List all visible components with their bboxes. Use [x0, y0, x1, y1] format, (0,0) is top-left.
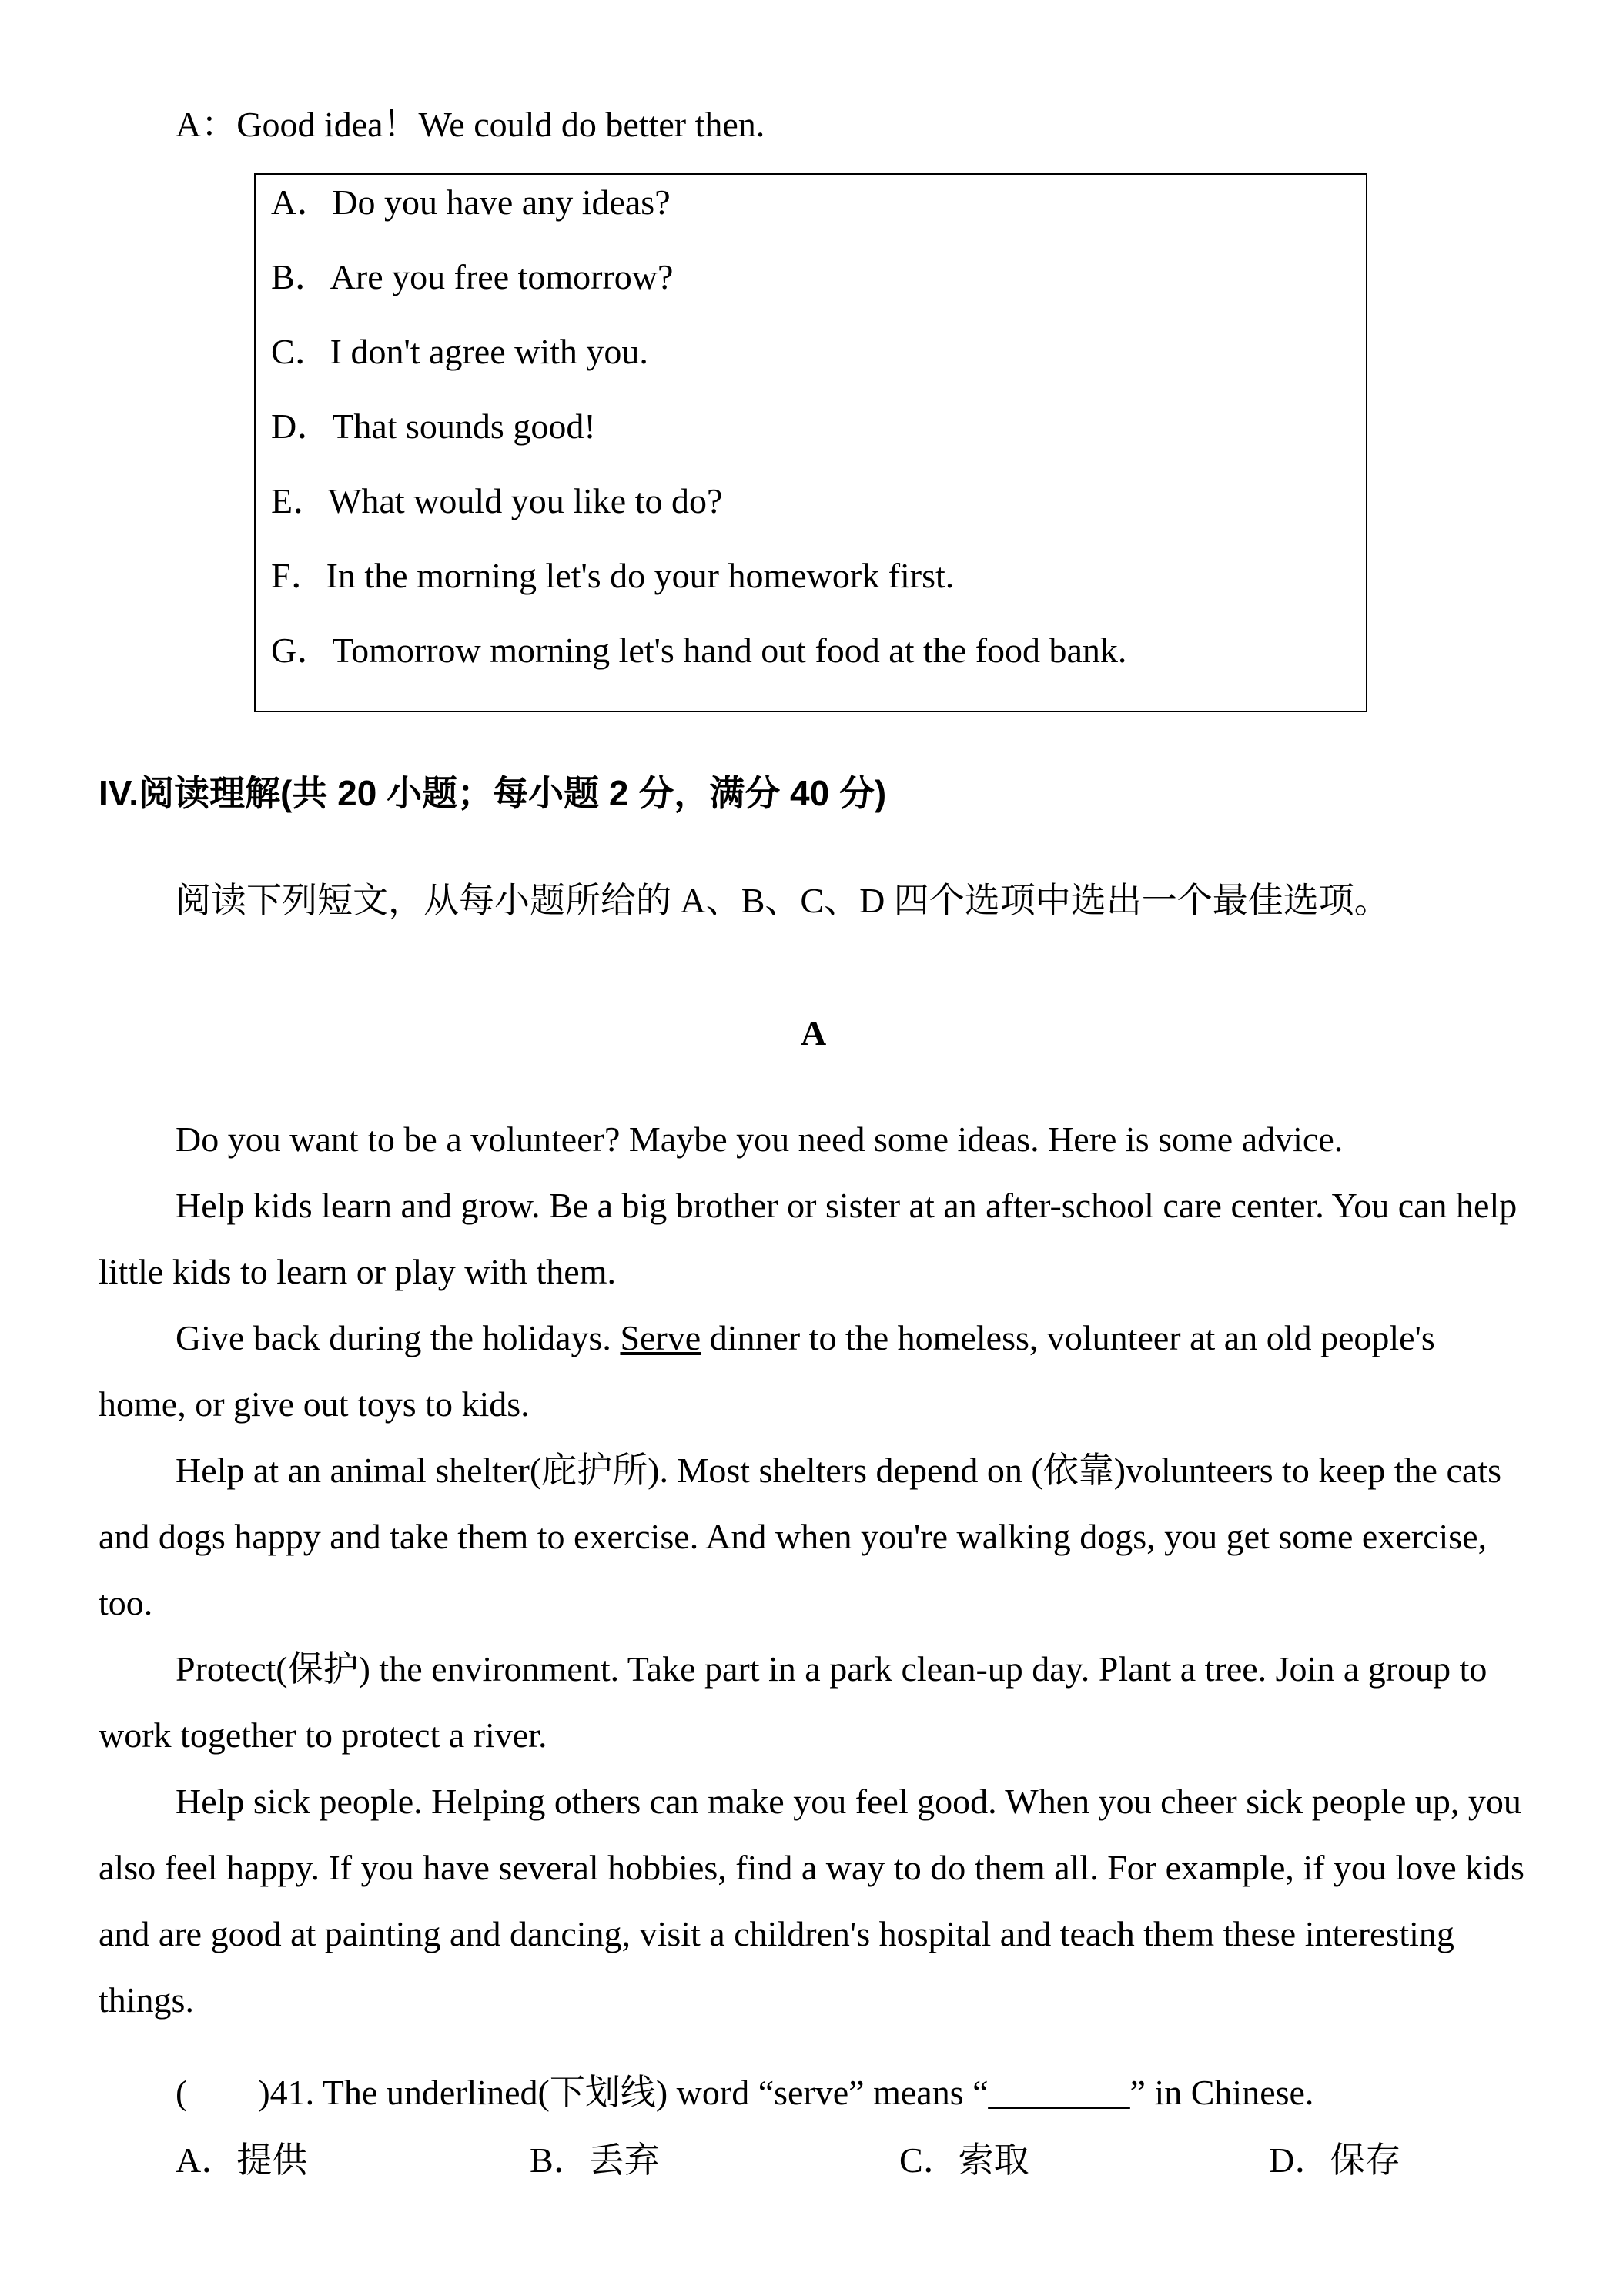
option-f: F．In the morning let's do your homework first. [271, 556, 955, 595]
dialogue-line: A：Good idea！We could do better then. [176, 105, 765, 144]
instruction: 阅读下列短文，从每小题所给的 A、B、C、D 四个选项中选出一个最佳选项。 [176, 881, 1390, 920]
choice-a: A．提供 [176, 2140, 308, 2180]
option-g: G．Tomorrow morning let's hand out food at the food bank. [271, 631, 1127, 670]
section-heading: IV.阅读理解(共 20 小题；每小题 2 分，满分 40 分) [99, 773, 887, 813]
option-c: C．I don't agree with you. [271, 332, 648, 371]
option-a: A．Do you have any ideas? [271, 182, 671, 222]
passage-paragraph-1: Do you want to be a volunteer? Maybe you need some ideas. Here is some advice. [176, 1120, 1344, 1159]
p3-after: dinner to the homeless, volunteer at an old people's home, or give out toys to kids. [99, 1318, 1435, 1424]
passage-paragraph-3 [99, 1305, 1524, 1438]
p3-before: Give back during the holidays. [176, 1318, 621, 1357]
option-e: E．What would you like to do? [271, 481, 723, 520]
passage-paragraph-6: Help sick people. Helping others can make you feel good. When you cheer sick people up, you also feel happy. If you have several hobbies, find a way to do them all. For example, if you love kids and are good at painting and dancing, visit a children's hospital and teach them these interesting things. [99, 1782, 1524, 2020]
passage-letter: A [801, 1013, 827, 1053]
underlined-word-serve: Serve [620, 1318, 701, 1357]
passage [99, 1106, 1524, 2033]
passage-paragraph-5: Protect(保护) the environment. Take part in a park clean-up day. Plant a tree. Join a group to work together to protect a river. [99, 1649, 1487, 1755]
choice-c: C．索取 [899, 2140, 1029, 2180]
option-d: D．That sounds good! [271, 407, 596, 446]
option-b: B．Are you free tomorrow? [271, 257, 674, 296]
passage-paragraph-2: Help kids learn and grow. Be a big brother or sister at an after-school care center. You can help little kids to learn or play with them. [99, 1186, 1518, 1291]
question-41: ( )41. The underlined(下划线) word “serve” means “________” in Chinese. [176, 2073, 1314, 2112]
choice-b: B．丢弃 [530, 2140, 660, 2180]
choice-d: D．保存 [1269, 2140, 1401, 2180]
passage-paragraph-4: Help at an animal shelter(庇护所). Most shelters depend on (依靠)volunteers to keep the cats and dogs happy and take them to exercise. And when you're walking dogs, you get some exercise, too. [99, 1451, 1501, 1622]
options-box [254, 173, 1367, 712]
